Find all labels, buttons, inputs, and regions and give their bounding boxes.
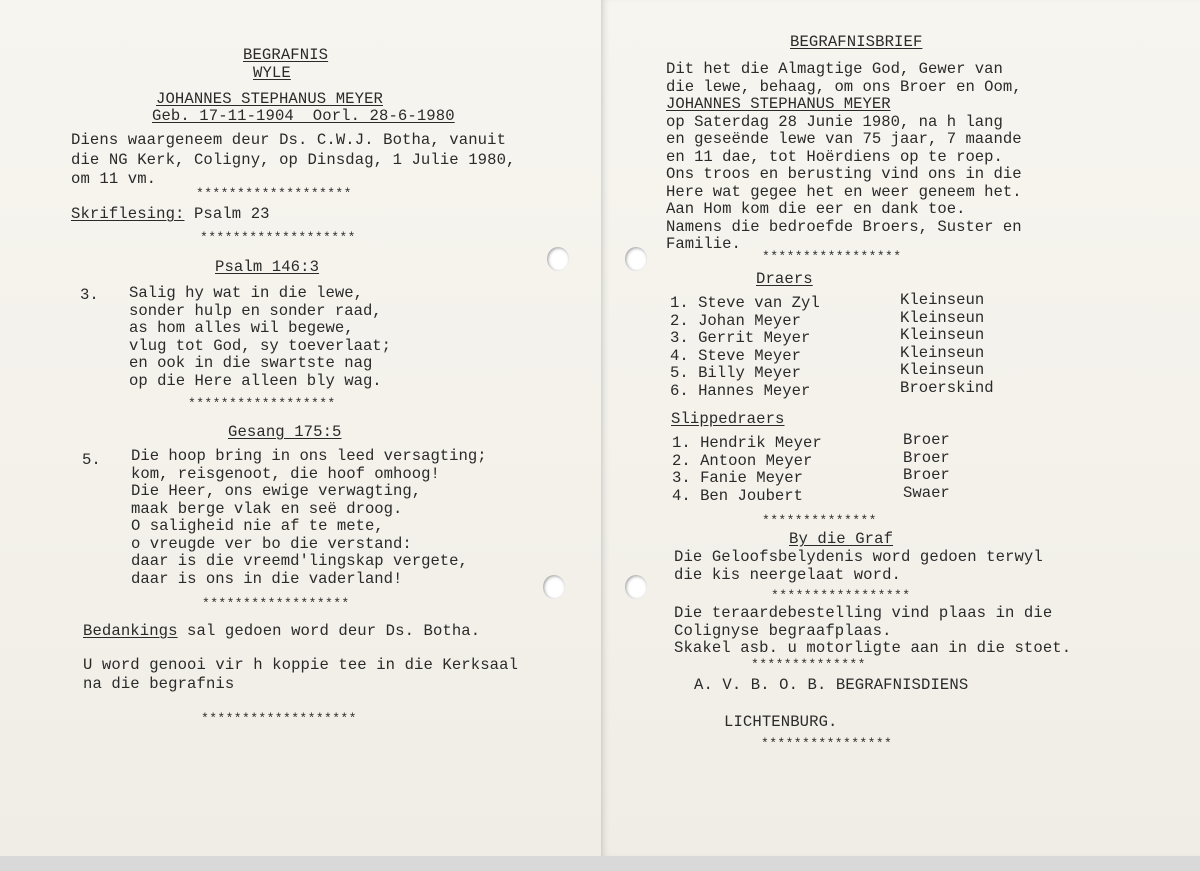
hymn-verse <box>131 448 487 588</box>
bearer-name: 3. Gerrit Meyer <box>670 329 811 347</box>
star-divider: ************** <box>762 513 877 528</box>
hymn-line: Die hoop bring in ons leed versagting; <box>131 447 487 465</box>
thanks-label: Bedankings <box>83 622 178 640</box>
burial-line-3: Skakel asb. u motorligte aan in die stoet. <box>674 639 1072 657</box>
pallbearer-relation: Broer <box>903 448 950 467</box>
bearer-name: 1. Steve van Zyl <box>670 294 820 312</box>
bearers-title: Draers <box>756 270 813 288</box>
late-heading: WYLE <box>253 64 291 82</box>
punch-hole <box>625 575 647 599</box>
bearer-name: 2. Johan Meyer <box>670 311 802 330</box>
star-divider: ******************* <box>196 186 352 201</box>
pallbearer-relation: Broer <box>903 431 950 449</box>
star-divider: ****************** <box>202 596 350 611</box>
birth-death-dates: Geb. 17-11-1904 Oorl. 28-6-1980 <box>152 107 455 125</box>
star-divider: ****************** <box>188 396 336 411</box>
star-divider: **************** <box>761 736 893 751</box>
letter-line: en geseënde lewe van 75 jaar, 7 maande <box>666 130 1022 148</box>
pallbearers-relations <box>903 432 950 502</box>
pallbearer-relation: Broer <box>903 466 950 484</box>
pallbearer-relation: Swaer <box>903 483 950 502</box>
letter-line: Aan Hom kom die eer en dank toe. <box>666 200 966 218</box>
bearer-name: 5. Billy Meyer <box>670 364 802 382</box>
tea-line-1: U word genooi vir h koppie tee in die Kerksaal <box>83 656 519 674</box>
punch-hole <box>625 247 647 271</box>
pallbearer-name: 1. Hendrik Meyer <box>672 434 822 452</box>
hymn-line: daar is ons in die vaderland! <box>131 569 403 588</box>
bearer-relation: Kleinseun <box>900 326 985 344</box>
service-line-3: om 11 vm. <box>71 170 157 188</box>
hymn-line: daar is die vreemd'lingskap vergete, <box>131 552 468 570</box>
psalm-title: Psalm 146:3 <box>215 258 320 276</box>
pallbearer-name: 4. Ben Joubert <box>672 486 804 505</box>
tea-line-2: na die begrafnis <box>83 675 235 693</box>
scripture-value: Psalm 23 <box>193 205 270 223</box>
scripture-label: Skriflesing: <box>71 205 185 223</box>
letter-line: Namens die bedroefde Broers, Suster en <box>666 217 1022 236</box>
left-page <box>0 0 601 856</box>
bearer-relation: Kleinseun <box>900 308 985 327</box>
star-divider: ***************** <box>762 249 902 264</box>
letter-line: Here wat gegee het en weer geneem het. <box>666 182 1022 201</box>
graveside-line-2: die kis neergelaat word. <box>674 566 901 584</box>
psalm-line: sonder hulp en sonder raad, <box>129 301 382 320</box>
bearer-relation: Kleinseun <box>900 343 985 362</box>
letter-opening <box>666 61 1022 254</box>
hymn-line: o vreugde ver bo die verstand: <box>131 534 412 553</box>
punch-hole <box>543 575 565 599</box>
undertaker-town: LICHTENBURG. <box>724 713 838 731</box>
bearer-relation: Broerskind <box>900 378 994 397</box>
graveside-title: By die Graf <box>789 530 894 548</box>
bearer-name: 6. Hannes Meyer <box>670 381 811 400</box>
thanks-line <box>83 622 480 640</box>
bearer-relation: Kleinseun <box>900 361 985 379</box>
hymn-verse-number: 5. <box>82 451 101 469</box>
burial-line-1: Die teraardebestelling vind plaas in die <box>674 604 1053 622</box>
burial-line-2: Colignyse begraafplaas. <box>674 622 892 640</box>
letter-title: BEGRAFNISBRIEF <box>790 33 923 51</box>
letter-line: die lewe, behaag, om ons Broer en Oom, <box>666 77 1022 96</box>
right-page <box>601 0 1200 856</box>
letter-line: Familie. <box>666 235 741 253</box>
thanks-text: sal gedoen word deur Ds. Botha. <box>177 622 481 640</box>
service-line-1: Diens waargeneem deur Ds. C.W.J. Botha, vanuit <box>71 131 507 149</box>
letter-deceased-name: JOHANNES STEPHANUS MEYER <box>666 95 891 113</box>
letter-line: Ons troos en berusting vind ons in die <box>666 165 1022 183</box>
pallbearers-title: Slippedraers <box>671 410 785 428</box>
star-divider: ******************* <box>200 230 356 245</box>
undertaker-name: A. V. B. O. B. BEGRAFNISDIENS <box>694 676 969 694</box>
psalm-verse <box>129 285 391 390</box>
letter-line: Dit het die Almagtige God, Gewer van <box>666 60 1003 78</box>
star-divider: ************** <box>751 657 866 672</box>
scripture-reading <box>71 205 270 223</box>
pallbearer-name: 3. Fanie Meyer <box>672 469 804 487</box>
hymn-line: O saligheid nie af te mete, <box>131 517 384 535</box>
psalm-line: op die Here alleen bly wag. <box>129 371 382 390</box>
graveside-line-1: Die Geloofsbelydenis word gedoen terwyl <box>674 548 1043 566</box>
bearers-relations <box>900 292 994 397</box>
star-divider: ******************* <box>201 711 357 726</box>
hymn-line: Die Heer, ons ewige verwagting, <box>131 482 422 500</box>
bearers-names <box>670 295 820 400</box>
star-divider: ***************** <box>771 588 911 603</box>
letter-line: en 11 dae, tot Hoërdiens op te roep. <box>666 147 1003 166</box>
psalm-line: Salig hy wat in die lewe, <box>129 284 363 302</box>
punch-hole <box>547 247 569 271</box>
hymn-line: kom, reisgenoot, die hoof omhoog! <box>131 464 440 483</box>
psalm-line: as hom alles wil begewe, <box>129 319 354 337</box>
funeral-heading: BEGRAFNIS <box>243 46 329 64</box>
pallbearers-names <box>672 435 822 505</box>
deceased-name: JOHANNES STEPHANUS MEYER <box>156 90 383 108</box>
pallbearer-name: 2. Antoon Meyer <box>672 451 813 470</box>
psalm-line: vlug tot God, sy toeverlaat; <box>129 336 392 355</box>
service-line-2: die NG Kerk, Coligny, op Dinsdag, 1 Julie 1980, <box>71 151 516 169</box>
psalm-line: en ook in die swartste nag <box>129 354 373 372</box>
bearer-name: 4. Steve Meyer <box>670 346 802 365</box>
psalm-verse-number: 3. <box>80 286 99 304</box>
letter-line: op Saterdag 28 Junie 1980, na h lang <box>666 112 1003 131</box>
hymn-line: maak berge vlak en seë droog. <box>131 499 403 518</box>
hymn-title: Gesang 175:5 <box>228 423 342 441</box>
bearer-relation: Kleinseun <box>900 291 985 309</box>
